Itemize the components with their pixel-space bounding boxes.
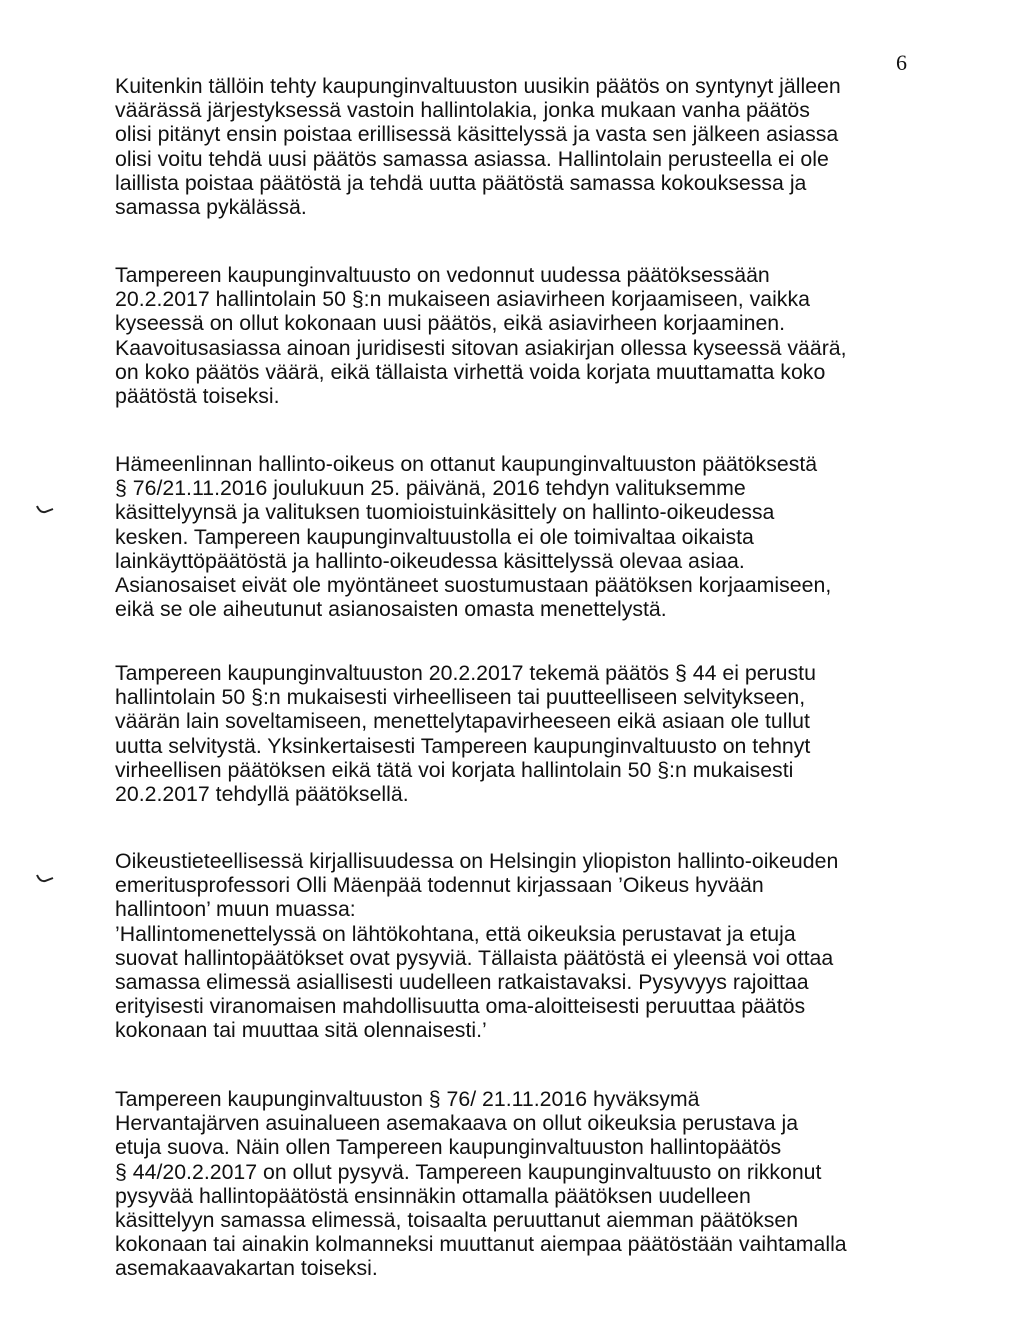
text-line: Tampereen kaupunginvaltuusto on vedonnut uudessa päätöksessään xyxy=(115,263,770,287)
text-line: käsittelyyn samassa elimessä, toisaalta peruuttanut aiemman päätöksen xyxy=(115,1208,799,1233)
text-line: samassa pykälässä. xyxy=(115,195,307,220)
text-line: päätöstä toiseksi. xyxy=(115,384,280,409)
text-line: suovat hallintopäätökset ovat pysyviä. Tällaista päätöstä ei yleensä voi ottaa xyxy=(115,945,834,970)
text-line: olisi pitänyt ensin poistaa erillisessä käsittelyssä ja vasta sen jälkeen asiassa xyxy=(115,122,839,147)
paragraph-3 xyxy=(115,452,1015,621)
text-line: pysyvää hallintopäätöstä ensinnäkin ottamalla päätöksen uudelleen xyxy=(115,1183,751,1208)
text-line: uutta selvitystä. Yksinkertaisesti Tampereen kaupunginvaltuusto on tehnyt xyxy=(115,733,811,758)
paragraph-1 xyxy=(115,74,1015,219)
paragraph-2 xyxy=(115,263,1015,408)
text-line: virheellisen päätöksen eikä tätä voi korjata hallintolain 50 §:n mukaisesti xyxy=(115,757,794,782)
text-line: on koko päätös väärä, eikä tällaista virhettä voida korjata muuttamatta koko xyxy=(115,359,826,384)
paragraph-6 xyxy=(115,1087,1015,1281)
text-line: etuja suova. Näin ollen Tampereen kaupunginvaltuuston hallintopäätös xyxy=(115,1135,782,1160)
text-line: väärässä järjestyksessä vastoin hallintolakia, jonka mukaan vanha päätös xyxy=(115,98,810,123)
text-line: § 44/20.2.2017 on ollut pysyvä. Tampereen kaupunginvaltuusto on rikkonut xyxy=(115,1159,822,1184)
text-line: 20.2.2017 hallintolain 50 §:n mukaiseen asiavirheen korjaamiseen, vaikka xyxy=(115,287,810,312)
text-line: käsittelyynsä ja valituksen tuomioistuinkäsittely on hallinto-oikeudessa xyxy=(115,500,775,525)
text-line: asemakaavakartan toiseksi. xyxy=(115,1256,378,1281)
text-line: emeritusprofessori Olli Mäenpää todennut kirjassaan ’Oikeus hyvään xyxy=(115,873,764,898)
text-line: Hämeenlinnan hallinto-oikeus on ottanut kaupunginvaltuuston päätöksestä xyxy=(115,452,818,476)
margin-check-mark-icon xyxy=(36,504,54,516)
text-line: Kaavoitusasiassa ainoan juridisesti sitovan asiakirjan ollessa kyseessä väärä, xyxy=(115,335,847,360)
text-line: laillista poistaa päätöstä ja tehdä uutta päätöstä samassa kokouksessa ja xyxy=(115,170,807,195)
text-line: Kuitenkin tällöin tehty kaupunginvaltuuston uusikin päätös on syntynyt jälleen xyxy=(115,74,841,98)
margin-check-mark-icon xyxy=(36,873,54,885)
paragraph-5 xyxy=(115,849,1015,1043)
text-line: Asianosaiset eivät ole myöntäneet suostumustaan päätöksen korjaamiseen, xyxy=(115,573,832,598)
text-line: Tampereen kaupunginvaltuuston § 76/ 21.11.2016 hyväksymä xyxy=(115,1087,700,1111)
text-line: Hervantajärven asuinalueen asemakaava on ollut oikeuksia perustava ja xyxy=(115,1111,799,1136)
text-line: samassa elimessä asiallisesti uudelleen ratkaistavaksi. Pysyvyys rajoittaa xyxy=(115,970,809,995)
text-line: ’Hallintomenettelyssä on lähtökohtana, että oikeuksia perustavat ja etuja xyxy=(115,921,796,946)
text-line: erityisesti viranomaisen mahdollisuutta oma-aloitteisesti peruuttaa päätös xyxy=(115,994,806,1019)
text-line: Oikeustieteellisessä kirjallisuudessa on Helsingin yliopiston hallinto-oikeuden xyxy=(115,849,839,873)
text-line: kokonaan tai muuttaa sitä olennaisesti.’ xyxy=(115,1018,487,1043)
text-line: hallintolain 50 §:n mukaisesti virheelliseen tai puutteelliseen selvitykseen, xyxy=(115,685,806,710)
text-line: olisi voitu tehdä uusi päätös samassa asiassa. Hallintolain perusteella ei ole xyxy=(115,146,829,171)
paragraph-4 xyxy=(115,661,1015,806)
text-line: hallintoon’ muun muassa: xyxy=(115,897,356,922)
text-line: § 76/21.11.2016 joulukuun 25. päivänä, 2016 tehdyn valituksemme xyxy=(115,476,746,501)
text-line: eikä se ole aiheutunut asianosaisten omasta menettelystä. xyxy=(115,597,667,622)
page-number: 6 xyxy=(896,50,907,75)
text-line: 20.2.2017 tehdyllä päätöksellä. xyxy=(115,782,409,807)
text-line: kesken. Tampereen kaupunginvaltuustolla ei ole toimivaltaa oikaista xyxy=(115,524,754,549)
text-line: Tampereen kaupunginvaltuuston 20.2.2017 tekemä päätös § 44 ei perustu xyxy=(115,661,816,685)
text-line: lainkäyttöpäätöstä ja hallinto-oikeudessa käsittelyssä olevaa asiaa. xyxy=(115,548,745,573)
text-line: kokonaan tai ainakin kolmanneksi muuttanut aiempaa päätöstään vaihtamalla xyxy=(115,1232,847,1257)
text-line: kyseessä on ollut kokonaan uusi päätös, eikä asiavirheen korjaaminen. xyxy=(115,311,786,336)
text-line: väärän lain soveltamiseen, menettelytapavirheeseen eikä asiaan ole tullut xyxy=(115,709,810,734)
